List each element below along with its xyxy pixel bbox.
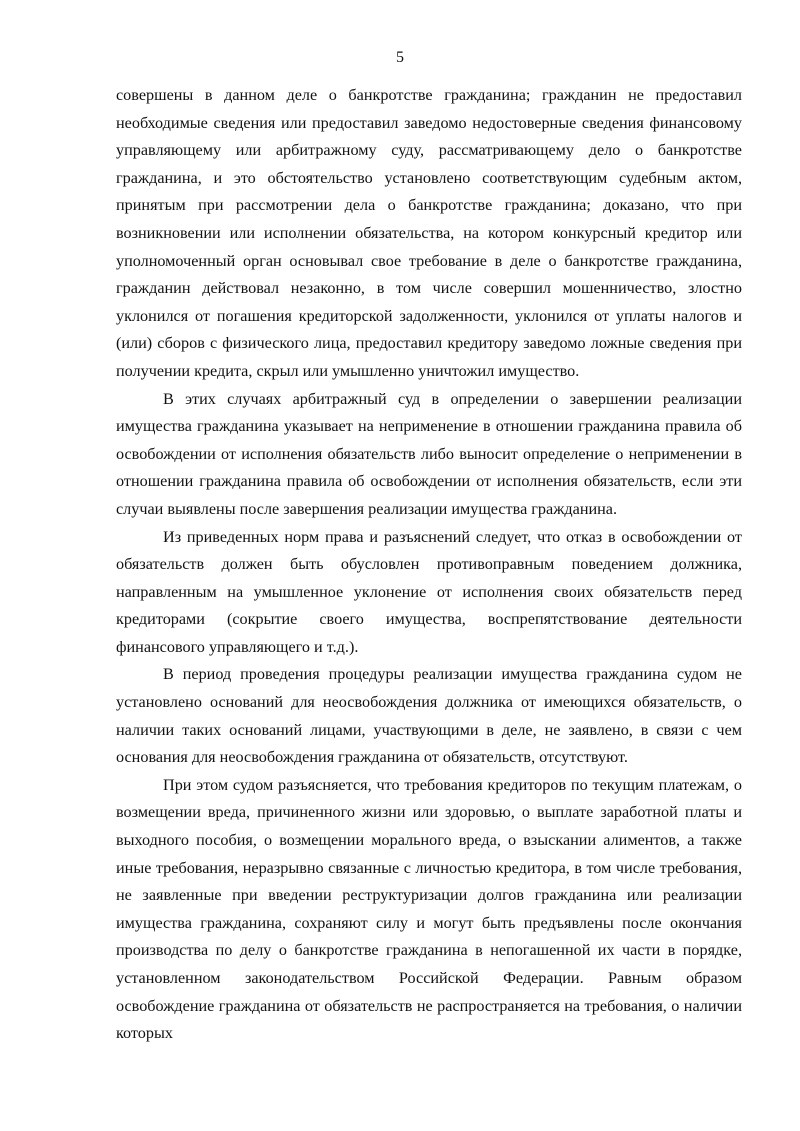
paragraph-3: Из приведенных норм права и разъяснений следует, что отказ в освобождении от обязательств должен быть обусловлен противоправным поведением должника, направленным на умышленное уклонение от исполнения своих обязательств перед кредиторами (сокрытие своего имущества, воспрепятствование деятельности финансового управляющего и т.д.).: [116, 527, 742, 656]
document-body: [116, 82, 742, 1048]
paragraph-4: В период проведения процедуры реализации имущества гражданина судом не установлено оснований для неосвобождения должника от имеющихся обязательств, о наличии таких оснований лицами, участвующими в деле, не заявлено, в связи с чем основания для неосвобождения гражданина от обязательств, отсутствуют.: [116, 665, 742, 767]
paragraph-1: совершены в данном деле о банкротстве гражданина; гражданин не предоставил необходимые сведения или предоставил заведомо недостоверные сведения финансовому управляющему или арбитражному суду, рассматривающему дело о банкротстве гражданина, и это обстоятельство установлено соответствующим судебным актом, принятым при рассмотрении дела о банкротстве гражданина; доказано, что при возникновении или исполнении обязательства, на котором конкурсный кредитор или уполномоченный орган основывал свое требование в деле о банкротстве гражданина, гражданин действовал незаконно, в том числе совершил мошенничество, злостно уклонился от погашения кредиторской задолженности, уклонился от уплаты налогов и (или) сборов с физического лица, предоставил кредитору заведомо ложные сведения при получении кредита, скрыл или умышленно уничтожил имущество.: [116, 86, 742, 380]
paragraph-5: При этом судом разъясняется, что требования кредиторов по текущим платежам, о возмещении вреда, причиненного жизни или здоровью, о выплате заработной платы и выходного пособия, о возмещении морального вреда, о взыскании алиментов, а также иные требования, неразрывно связанные с личностью кредитора, в том числе требования, не заявленные при введении реструктуризации долгов гражданина или реализации имущества гражданина, сохраняют силу и могут быть предъявлены после окончания производства по делу о банкротстве гражданина в непогашенной их части в порядке, установленном законодательством Российской Федерации. Равным образом освобождение гражданина от обязательств не распространяется на требования, о наличии которых: [116, 775, 742, 1043]
paragraph-2: В этих случаях арбитражный суд в определении о завершении реализации имущества гражданина указывает на неприменение в отношении гражданина правила об освобождении от исполнения обязательств либо выносит определение о неприменении в отношении гражданина правила об освобождении от исполнения обязательств, если эти случаи выявлены после завершения реализации имущества гражданина.: [116, 389, 742, 518]
page-number: 5: [396, 49, 404, 66]
